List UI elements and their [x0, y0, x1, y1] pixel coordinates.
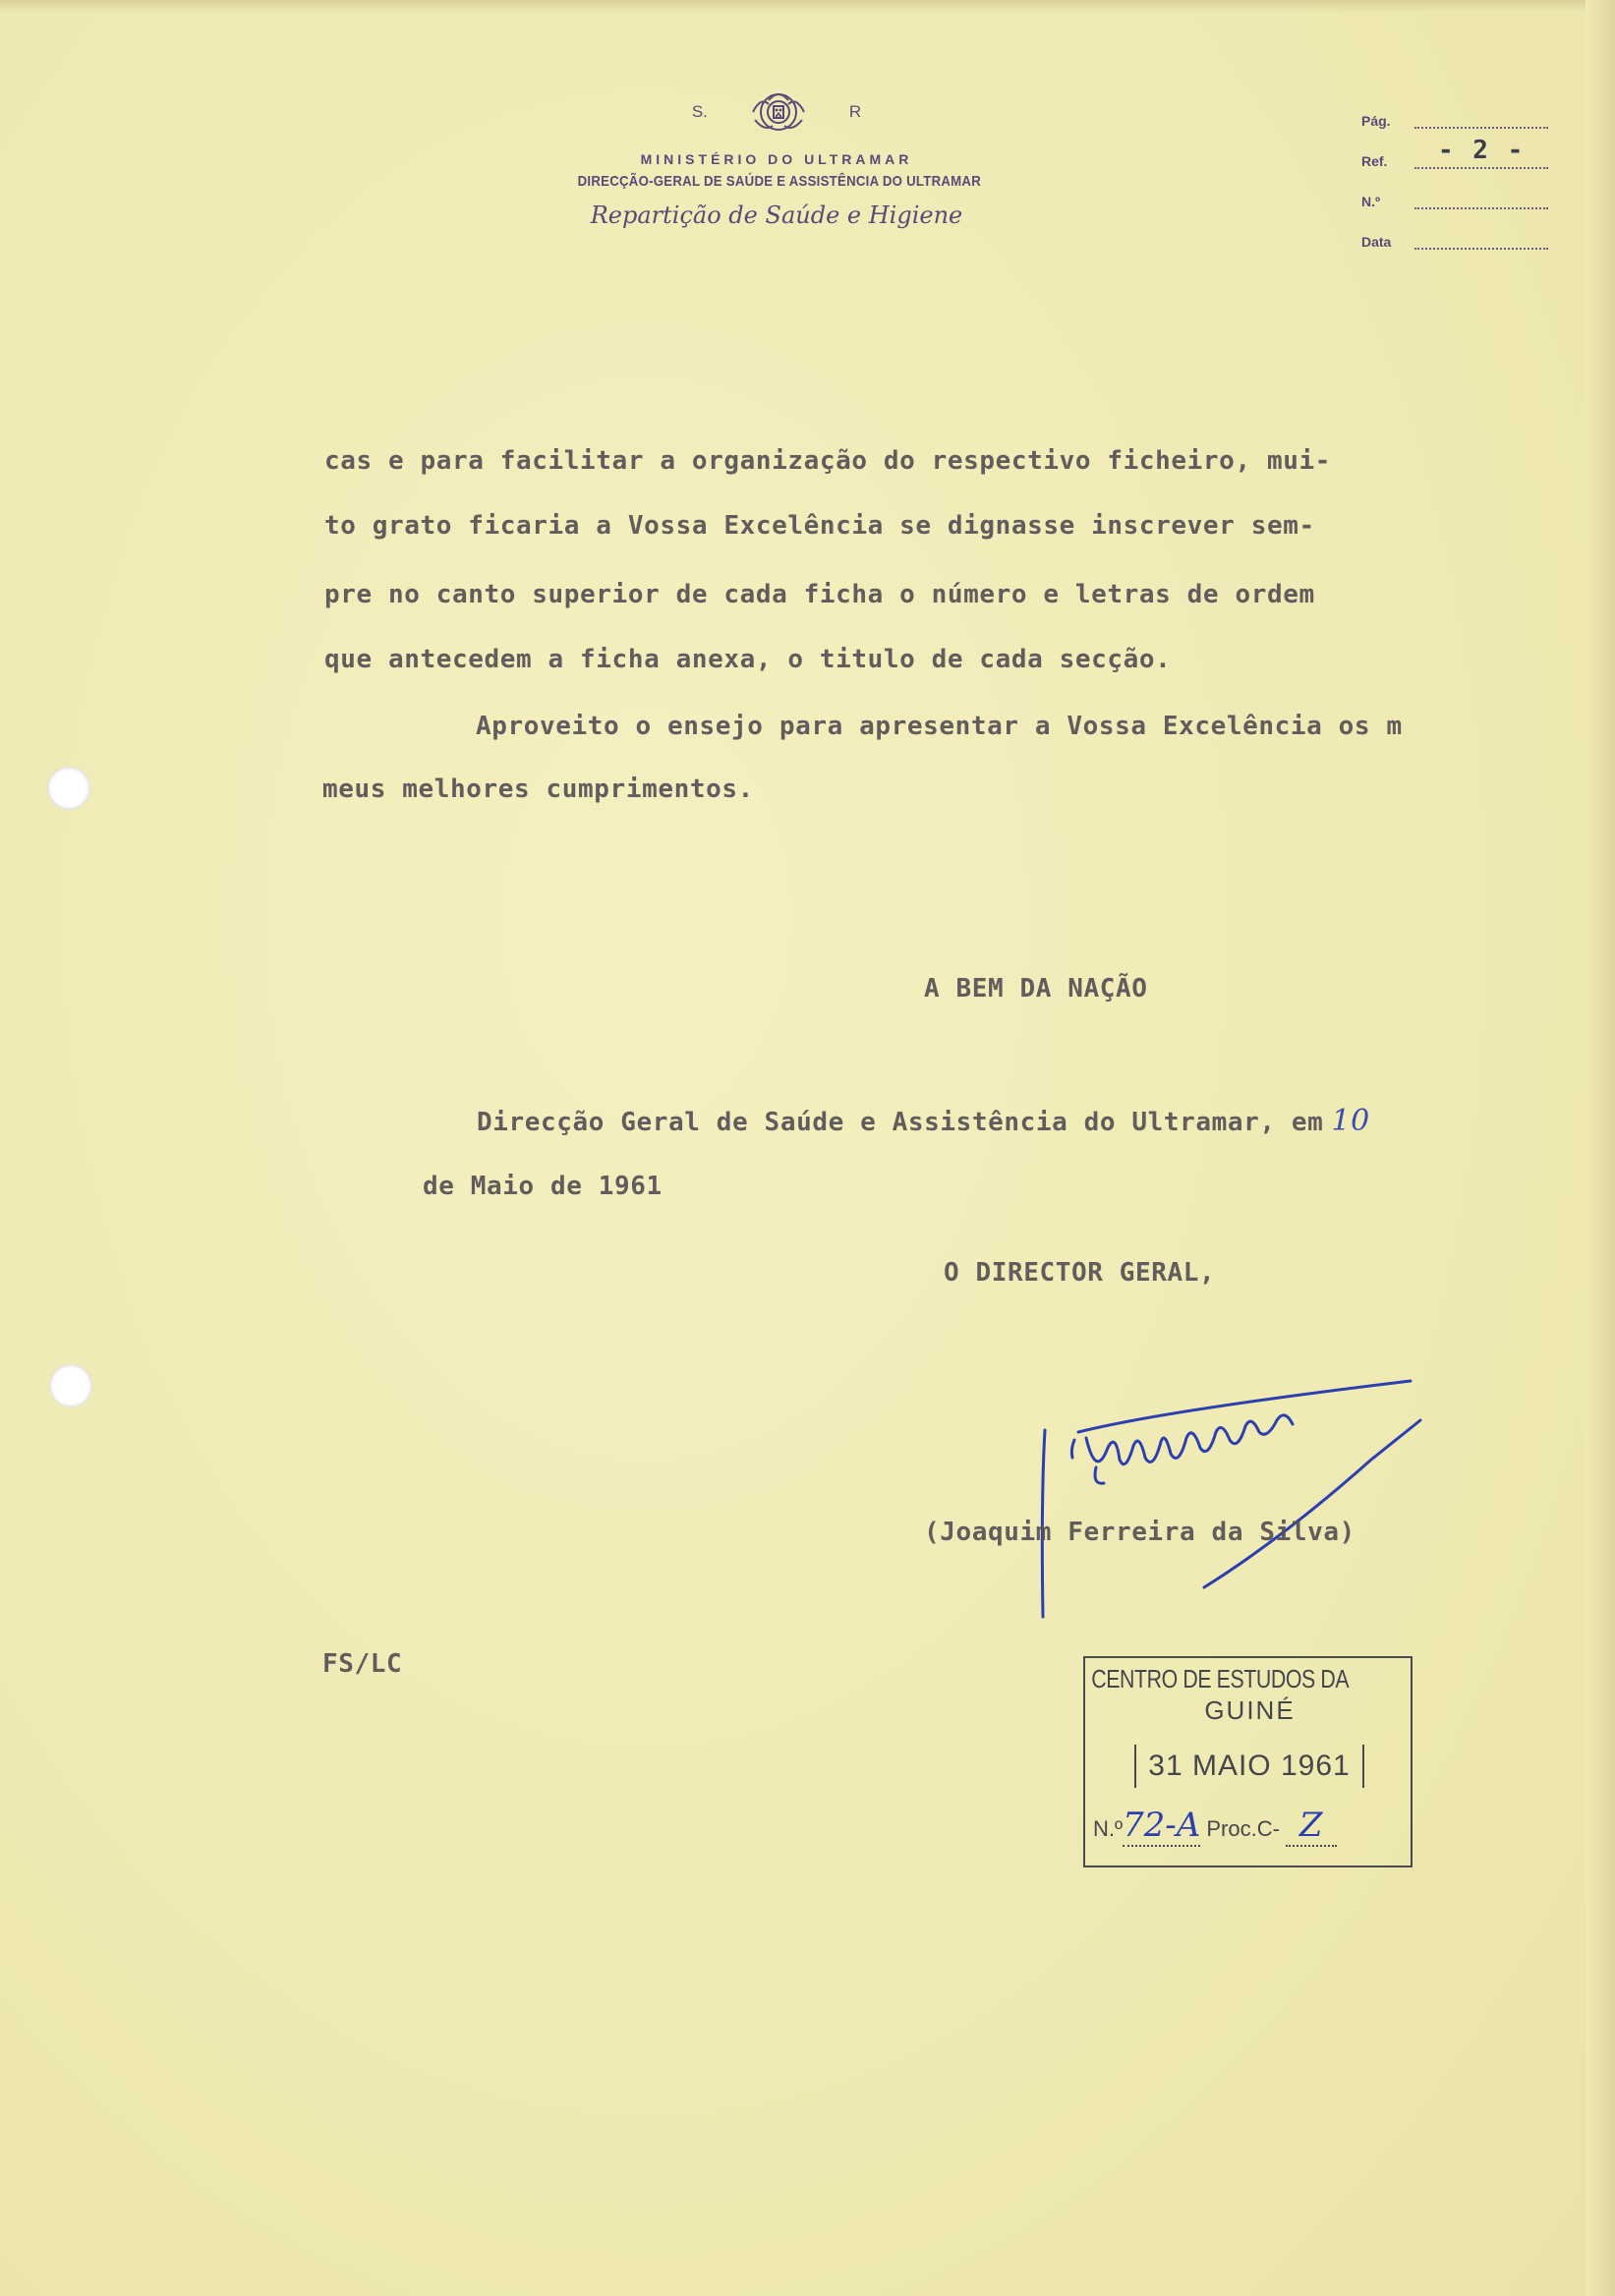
coat-of-arms-icon	[747, 86, 810, 138]
paper-right-edge	[1586, 0, 1615, 2296]
handwritten-day: 10	[1331, 1104, 1370, 1138]
closing-motto: A BEM DA NAÇÃO	[924, 974, 1148, 1004]
ref-field	[1361, 129, 1548, 169]
date-label: Data	[1361, 234, 1392, 250]
body-line-2: to grato ficaria a Vossa Excelência se dignasse inscrever sem-	[324, 511, 1315, 541]
department-name: Repartição de Saúde e Higiene	[590, 201, 963, 229]
ref-label: Ref.	[1361, 153, 1388, 169]
stamp-no-value: 72-A	[1123, 1806, 1201, 1845]
closing-date-line: de Maio de 1961	[423, 1172, 663, 1201]
typist-initials: FS/LC	[322, 1649, 403, 1679]
signature-image	[1027, 1342, 1430, 1627]
signer-name: (Joaquim Ferreira da Silva)	[924, 1518, 1355, 1547]
paper-top-edge	[0, 0, 1615, 14]
page-label: Pág.	[1361, 113, 1391, 129]
page-field	[1361, 88, 1548, 129]
body-line-5: Aproveito o ensejo para apresentar a Vossa Excelência os m	[476, 712, 1403, 741]
closing-place-line: Direcção Geral de Saúde e Assistência do Ultramar, em 10	[477, 1104, 1370, 1138]
body-line-1: cas e para facilitar a organização do respectivo ficheiro, mui-	[324, 446, 1331, 476]
punch-hole-bottom	[49, 1364, 92, 1407]
ministry-name: MINISTÉRIO DO ULTRAMAR	[640, 151, 913, 167]
archive-stamp	[1083, 1656, 1413, 1867]
reference-block	[1361, 88, 1548, 250]
ref-value: - 2 -	[1438, 136, 1526, 165]
stamp-proc-value: Z	[1286, 1806, 1337, 1847]
stamp-number-row	[1093, 1806, 1398, 1847]
stamp-no-label: N.º	[1093, 1816, 1124, 1841]
stamp-proc-label: Proc.C-	[1206, 1816, 1280, 1841]
letterhead	[550, 86, 1003, 229]
stamp-date: 31 MAIO 1961	[1134, 1745, 1364, 1788]
date-field	[1361, 209, 1548, 250]
punch-hole-top	[47, 767, 90, 810]
body-line-6: meus melhores cumprimentos.	[322, 775, 754, 804]
number-label: N.º	[1361, 194, 1381, 209]
directorate-name: DIRECÇÃO-GERAL DE SAÚDE E ASSISTÊNCIA DO ULTRAMAR	[577, 173, 982, 190]
body-line-3: pre no canto superior de cada ficha o número e letras de ordem	[324, 580, 1315, 609]
stamp-line-1: CENTRO DE ESTUDOS DA	[1091, 1664, 1350, 1693]
number-field	[1361, 169, 1548, 209]
letterhead-r: R	[848, 102, 862, 121]
body-line-4: que antecedem a ficha anexa, o titulo de cada secção.	[324, 645, 1172, 674]
signer-title: O DIRECTOR GERAL,	[944, 1258, 1216, 1288]
stamp-line-2: GUINÉ	[1204, 1695, 1296, 1725]
letterhead-s: S.	[691, 102, 708, 121]
